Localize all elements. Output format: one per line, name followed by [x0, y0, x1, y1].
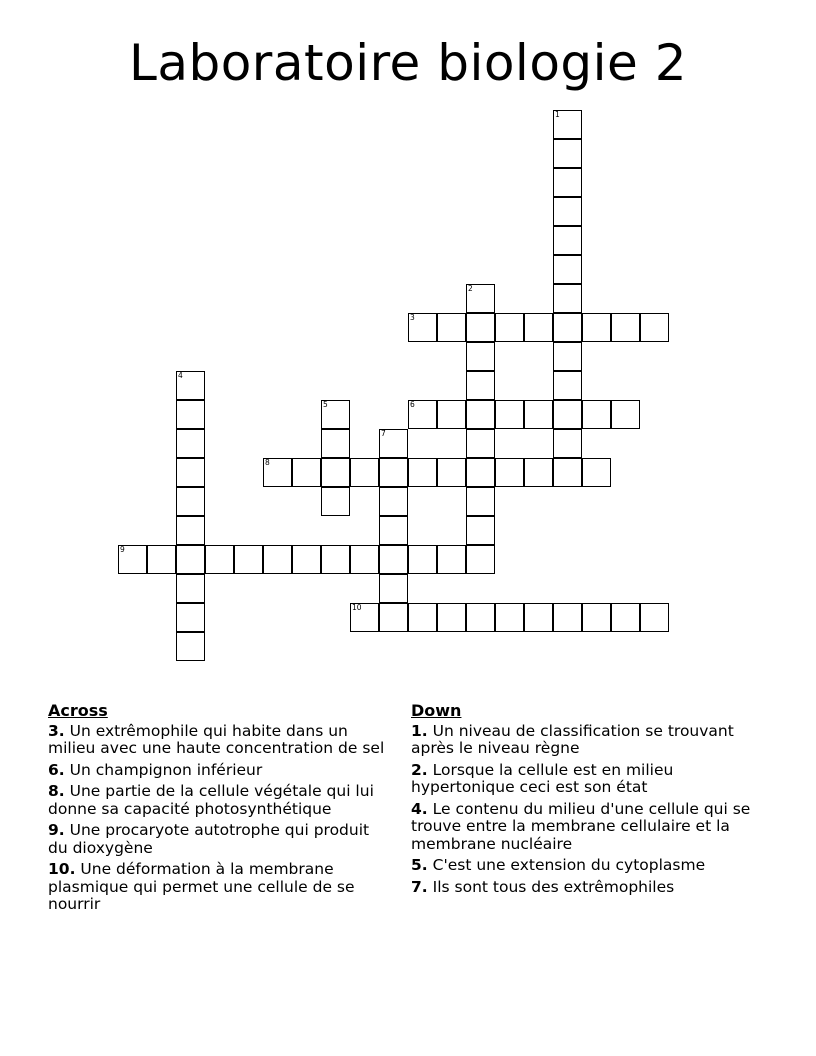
clue-text: Une partie de la cellule végétale qui lui donne sa capacité photosynthétique: [48, 782, 374, 818]
clue-text: Lorsque la cellule est en milieu hypertonique ceci est son état: [411, 760, 674, 796]
clue-number: 5.: [411, 856, 428, 874]
grid-cell[interactable]: [437, 458, 466, 487]
cell-number: 2: [468, 284, 473, 293]
grid-cell[interactable]: [437, 400, 466, 429]
cell-number: 6: [410, 400, 415, 409]
grid-cell[interactable]: [495, 603, 524, 632]
grid-cell[interactable]: [611, 400, 640, 429]
grid-cell[interactable]: [553, 110, 582, 139]
grid-cell[interactable]: [176, 371, 205, 400]
clue-number: 1.: [411, 721, 428, 740]
grid-cell[interactable]: [582, 458, 611, 487]
grid-cell[interactable]: [379, 574, 408, 603]
grid-cell[interactable]: [321, 545, 350, 574]
grid-cell[interactable]: [379, 458, 408, 487]
grid-cell[interactable]: [321, 429, 350, 458]
grid-cell[interactable]: [553, 226, 582, 255]
grid-cell[interactable]: [553, 458, 582, 487]
clue-number: 9.: [48, 821, 65, 839]
cell-number: 5: [323, 400, 328, 409]
clue-text: C'est une extension du cytoplasme: [432, 856, 706, 874]
grid-cell[interactable]: [466, 400, 495, 429]
grid-cell[interactable]: [553, 255, 582, 284]
grid-cell[interactable]: [176, 458, 205, 487]
grid-cell[interactable]: [292, 458, 321, 487]
grid-cell[interactable]: [466, 603, 495, 632]
grid-cell[interactable]: [611, 603, 640, 632]
grid-cell[interactable]: [408, 458, 437, 487]
grid-cell[interactable]: [553, 400, 582, 429]
grid-cell[interactable]: [466, 284, 495, 313]
down-clue: [411, 801, 756, 854]
grid-cell[interactable]: [553, 139, 582, 168]
clue-text: Un champignon inférieur: [69, 760, 263, 779]
grid-cell[interactable]: [321, 458, 350, 487]
puzzle-title: Laboratoire biologie 2: [128, 34, 688, 92]
grid-cell[interactable]: [582, 603, 611, 632]
grid-cell[interactable]: [495, 400, 524, 429]
grid-cell[interactable]: [553, 197, 582, 226]
grid-cell[interactable]: [350, 545, 379, 574]
across-clue: [48, 861, 393, 914]
grid-cell[interactable]: [553, 168, 582, 197]
cell-number: 8: [265, 458, 270, 467]
grid-cell[interactable]: [466, 545, 495, 574]
grid-cell[interactable]: [379, 603, 408, 632]
clue-text: Le contenu du milieu d'une cellule qui se trouve entre la membrane cellulaire et la membrane nucléaire: [411, 799, 751, 853]
grid-cell[interactable]: [263, 545, 292, 574]
grid-cell[interactable]: [437, 603, 466, 632]
grid-cell[interactable]: [466, 516, 495, 545]
down-clue: [411, 762, 756, 797]
down-clue: [411, 879, 756, 897]
across-clues: [48, 702, 393, 918]
cell-number: 1: [555, 110, 560, 119]
grid-cell[interactable]: [176, 545, 205, 574]
grid-cell[interactable]: [379, 429, 408, 458]
cell-number: 10: [352, 603, 362, 612]
grid-cell[interactable]: [553, 371, 582, 400]
clue-text: Un extrêmophile qui habite dans un milieu avec une haute concentration de sel: [48, 721, 385, 757]
across-clue: [48, 723, 393, 758]
grid-cell[interactable]: [408, 603, 437, 632]
grid-cell[interactable]: [524, 400, 553, 429]
grid-cell[interactable]: [321, 487, 350, 516]
cell-number: 9: [120, 545, 125, 554]
grid-cell[interactable]: [379, 487, 408, 516]
grid-cell[interactable]: [495, 313, 524, 342]
grid-cell[interactable]: [437, 313, 466, 342]
grid-cell[interactable]: [466, 487, 495, 516]
grid-cell[interactable]: [640, 313, 669, 342]
grid-cell[interactable]: [524, 313, 553, 342]
cell-number: 4: [178, 371, 183, 380]
grid-cell[interactable]: [408, 400, 437, 429]
grid-cell[interactable]: [553, 313, 582, 342]
grid-cell[interactable]: [205, 545, 234, 574]
grid-cell[interactable]: [292, 545, 321, 574]
across-clue: [48, 783, 393, 818]
grid-cell[interactable]: [118, 545, 147, 574]
clue-text: Un niveau de classification se trouvant après le niveau règne: [411, 721, 734, 757]
grid-cell[interactable]: [350, 458, 379, 487]
grid-cell[interactable]: [234, 545, 263, 574]
grid-cell[interactable]: [466, 313, 495, 342]
clue-number: 3.: [48, 721, 65, 740]
grid-cell[interactable]: [147, 545, 176, 574]
down-heading: Down: [411, 701, 462, 720]
grid-cell[interactable]: [176, 603, 205, 632]
grid-cell[interactable]: [553, 429, 582, 458]
grid-cell[interactable]: [524, 603, 553, 632]
clue-number: 8.: [48, 782, 65, 800]
across-clue: [48, 762, 393, 780]
clue-number: 2.: [411, 760, 428, 779]
grid-cell[interactable]: [553, 603, 582, 632]
clue-text: Une déformation à la membrane plasmique qui permet une cellule de se nourrir: [48, 860, 355, 913]
grid-cell[interactable]: [263, 458, 292, 487]
grid-cell[interactable]: [176, 516, 205, 545]
across-heading: Across: [48, 701, 108, 720]
grid-cell[interactable]: [379, 545, 408, 574]
grid-cell[interactable]: [176, 632, 205, 661]
grid-cell[interactable]: [611, 313, 640, 342]
down-clue: [411, 723, 756, 758]
grid-cell[interactable]: [321, 400, 350, 429]
across-clue: [48, 822, 393, 857]
grid-cell[interactable]: [495, 458, 524, 487]
grid-cell[interactable]: [582, 313, 611, 342]
cell-number: 3: [410, 313, 415, 322]
grid-cell[interactable]: [437, 545, 466, 574]
clue-text: Une procaryote autotrophe qui produit du dioxygène: [48, 821, 370, 857]
grid-cell[interactable]: [379, 516, 408, 545]
down-clue: [411, 857, 756, 875]
clue-number: 6.: [48, 760, 65, 779]
grid-cell[interactable]: [466, 342, 495, 371]
grid-cell[interactable]: [176, 400, 205, 429]
grid-cell[interactable]: [176, 429, 205, 458]
down-clues: [411, 702, 756, 900]
grid-cell[interactable]: [350, 603, 379, 632]
grid-cell[interactable]: [553, 342, 582, 371]
grid-cell[interactable]: [466, 429, 495, 458]
grid-cell[interactable]: [408, 545, 437, 574]
grid-cell[interactable]: [466, 371, 495, 400]
grid-cell[interactable]: [176, 487, 205, 516]
clue-text: Ils sont tous des extrêmophiles: [432, 877, 675, 896]
cell-number: 7: [381, 429, 386, 438]
grid-cell[interactable]: [524, 458, 553, 487]
clue-number: 7.: [411, 877, 428, 896]
grid-cell[interactable]: [466, 458, 495, 487]
grid-cell[interactable]: [582, 400, 611, 429]
clue-number: 10.: [48, 860, 76, 878]
grid-cell[interactable]: [640, 603, 669, 632]
grid-cell[interactable]: [408, 313, 437, 342]
clue-number: 4.: [411, 799, 428, 818]
grid-cell[interactable]: [553, 284, 582, 313]
grid-cell[interactable]: [176, 574, 205, 603]
